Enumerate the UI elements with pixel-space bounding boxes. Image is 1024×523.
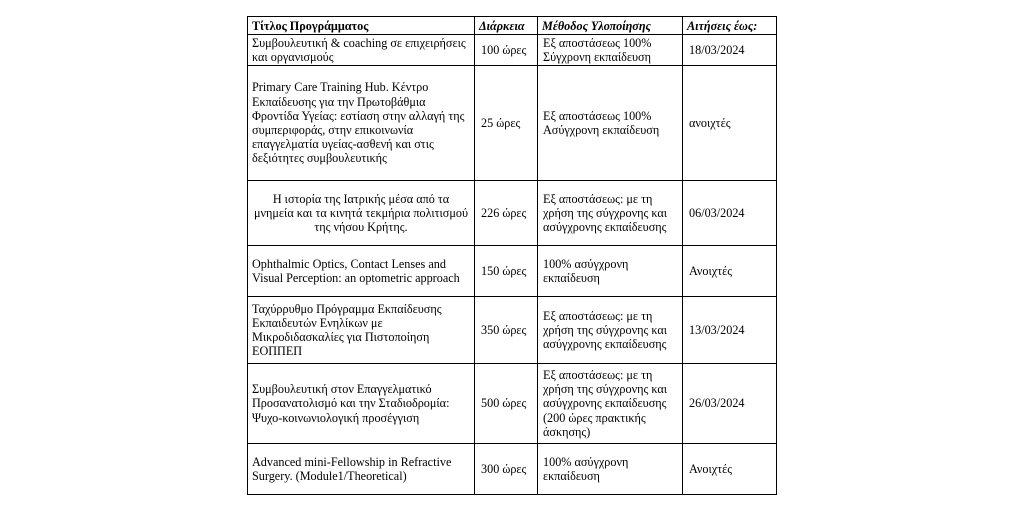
program-method: Εξ αποστάσεως 100% Σύγχρονη εκπαίδευση <box>538 35 683 66</box>
program-deadline: Ανοιχτές <box>683 444 777 495</box>
header-title: Τίτλος Προγράμματος <box>248 17 475 35</box>
program-method: Εξ αποστάσεως: με τη χρήση της σύγχρονης και ασύγχρονης εκπαίδευσης (200 ώρες πρακτικής άσκησης) <box>538 364 683 444</box>
program-deadline: 26/03/2024 <box>683 364 777 444</box>
program-method: Εξ αποστάσεως: με τη χρήση της σύγχρονης και ασύγχρονης εκπαίδευσης <box>538 297 683 364</box>
program-duration: 300 ώρες <box>475 444 538 495</box>
program-method: 100% ασύγχρονη εκπαίδευση <box>538 444 683 495</box>
header-duration: Διάρκεια <box>475 17 538 35</box>
header-deadline: Αιτήσεις έως: <box>683 17 777 35</box>
program-method: Εξ αποστάσεως: με τη χρήση της σύγχρονης και ασύγχρονης εκπαίδευσης <box>538 181 683 246</box>
program-title: Η ιστορία της Ιατρικής μέσα από τα μνημεία και τα κινητά τεκμήρια πολιτισμού της νήσου Κρήτης. <box>248 181 475 246</box>
table-row <box>248 246 777 297</box>
program-duration: 226 ώρες <box>475 181 538 246</box>
program-title: Συμβουλευτική στον Επαγγελματικό Προσανατολισμό και την Σταδιοδρομία: Ψυχο-κοινωνιολογική προσέγγιση <box>248 364 475 444</box>
header-method: Μέθοδος Υλοποίησης <box>538 17 683 35</box>
program-title: Advanced mini-Fellowship in Refractive Surgery. (Module1/Theoretical) <box>248 444 475 495</box>
table-header-row <box>248 17 777 35</box>
program-deadline: 06/03/2024 <box>683 181 777 246</box>
program-duration: 25 ώρες <box>475 66 538 181</box>
program-deadline: Ανοιχτές <box>683 246 777 297</box>
table-row <box>248 181 777 246</box>
program-method: 100% ασύγχρονη εκπαίδευση <box>538 246 683 297</box>
table-row <box>248 66 777 181</box>
program-duration: 150 ώρες <box>475 246 538 297</box>
program-title: Ophthalmic Optics, Contact Lenses and Visual Perception: an optometric approach <box>248 246 475 297</box>
program-duration: 500 ώρες <box>475 364 538 444</box>
program-title: Primary Care Training Hub. Κέντρο Εκπαίδευσης για την Πρωτοβάθμια Φροντίδα Υγείας: εστίαση στην αλλαγή της συμπεριφοράς, στην επικοινωνία επαγγελματία υγείας-ασθενή και στις δεξιότητες συμβουλευτικής <box>248 66 475 181</box>
table-row <box>248 364 777 444</box>
program-deadline: ανοιχτές <box>683 66 777 181</box>
program-duration: 100 ώρες <box>475 35 538 66</box>
program-title: Συμβουλευτική & coaching σε επιχειρήσεις και οργανισμούς <box>248 35 475 66</box>
program-deadline: 13/03/2024 <box>683 297 777 364</box>
programs-table <box>247 16 777 495</box>
table-row <box>248 35 777 66</box>
program-deadline: 18/03/2024 <box>683 35 777 66</box>
program-duration: 350 ώρες <box>475 297 538 364</box>
table-row <box>248 444 777 495</box>
program-method: Εξ αποστάσεως 100% Ασύγχρονη εκπαίδευση <box>538 66 683 181</box>
table-row <box>248 297 777 364</box>
program-title: Ταχύρρυθμο Πρόγραμμα Εκπαίδευσης Εκπαιδευτών Ενηλίκων με Μικροδιδασκαλίες για Πιστοποίηση ΕΟΠΠΕΠ <box>248 297 475 364</box>
